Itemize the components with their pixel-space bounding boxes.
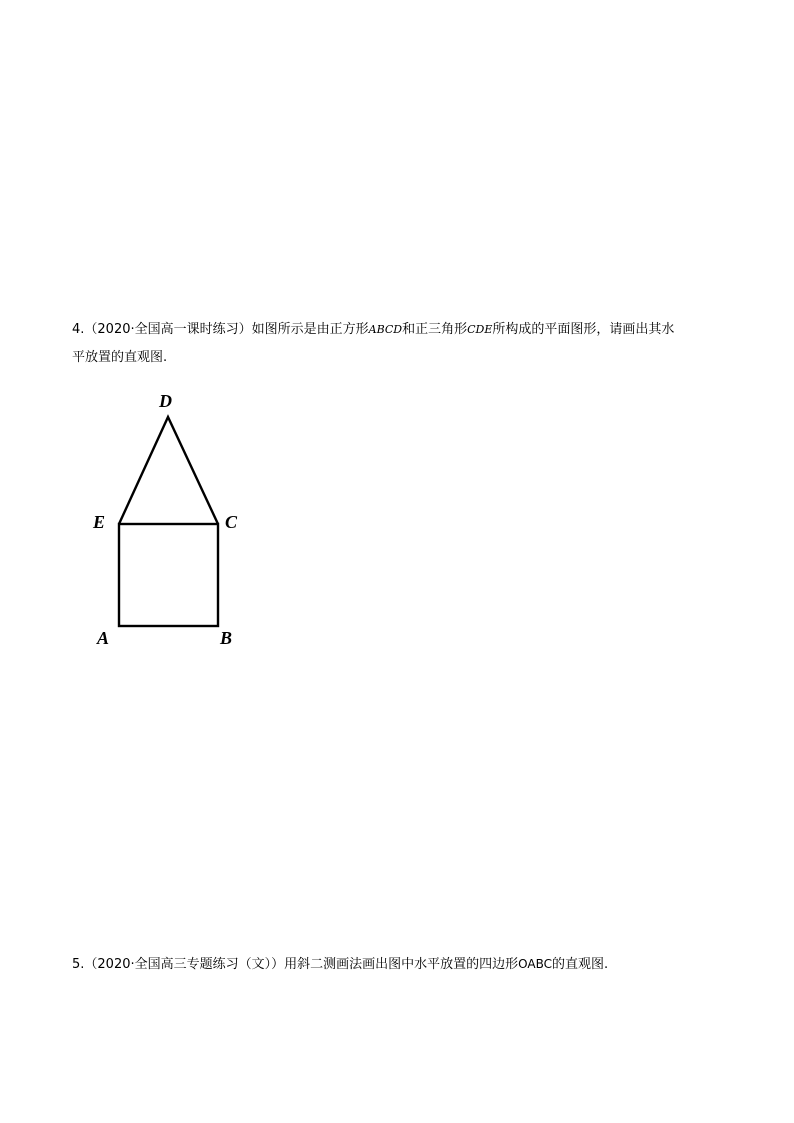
problem-5-text-1: 用斜二测画法画出图中水平放置的四边形 [284, 957, 519, 972]
problem-4-line-2: 平放置的直观图. [72, 350, 168, 365]
square-abce [119, 524, 218, 626]
vertex-label-b: B [220, 628, 233, 648]
problem-4-var-square: ABCD [368, 323, 403, 336]
vertex-label-a: A [97, 628, 110, 648]
problem-4-text-3: 所构成的平面图形，请画出其水 [492, 322, 675, 337]
figure-svg [88, 388, 258, 653]
vertex-label-c: C [225, 512, 238, 532]
problem-4-var-triangle: CDE [467, 323, 493, 336]
problem-5-source: （2020·全国高三专题练习（文）） [84, 957, 285, 972]
problem-5-var-quadrilateral: OABC [518, 957, 552, 971]
problem-4-text-1: 如图所示是由正方形 [251, 322, 369, 337]
vertex-label-e: E [93, 512, 106, 532]
problem-4-source: （2020·全国高一课时练习） [84, 322, 252, 337]
problem-5 [72, 950, 608, 979]
problem-5-number: 5. [72, 957, 85, 972]
problem-5-line-1 [72, 950, 608, 979]
problem-4-text-2: 和正三角形 [402, 322, 468, 337]
square-triangle-figure [88, 388, 258, 653]
triangle-edges [119, 417, 218, 524]
problem-5-text-2: 的直观图. [551, 957, 609, 972]
vertex-label-d: D [159, 391, 172, 411]
problem-4-line-1 [72, 316, 674, 344]
problem-4-number: 4. [72, 322, 85, 337]
problem-4 [72, 316, 674, 372]
